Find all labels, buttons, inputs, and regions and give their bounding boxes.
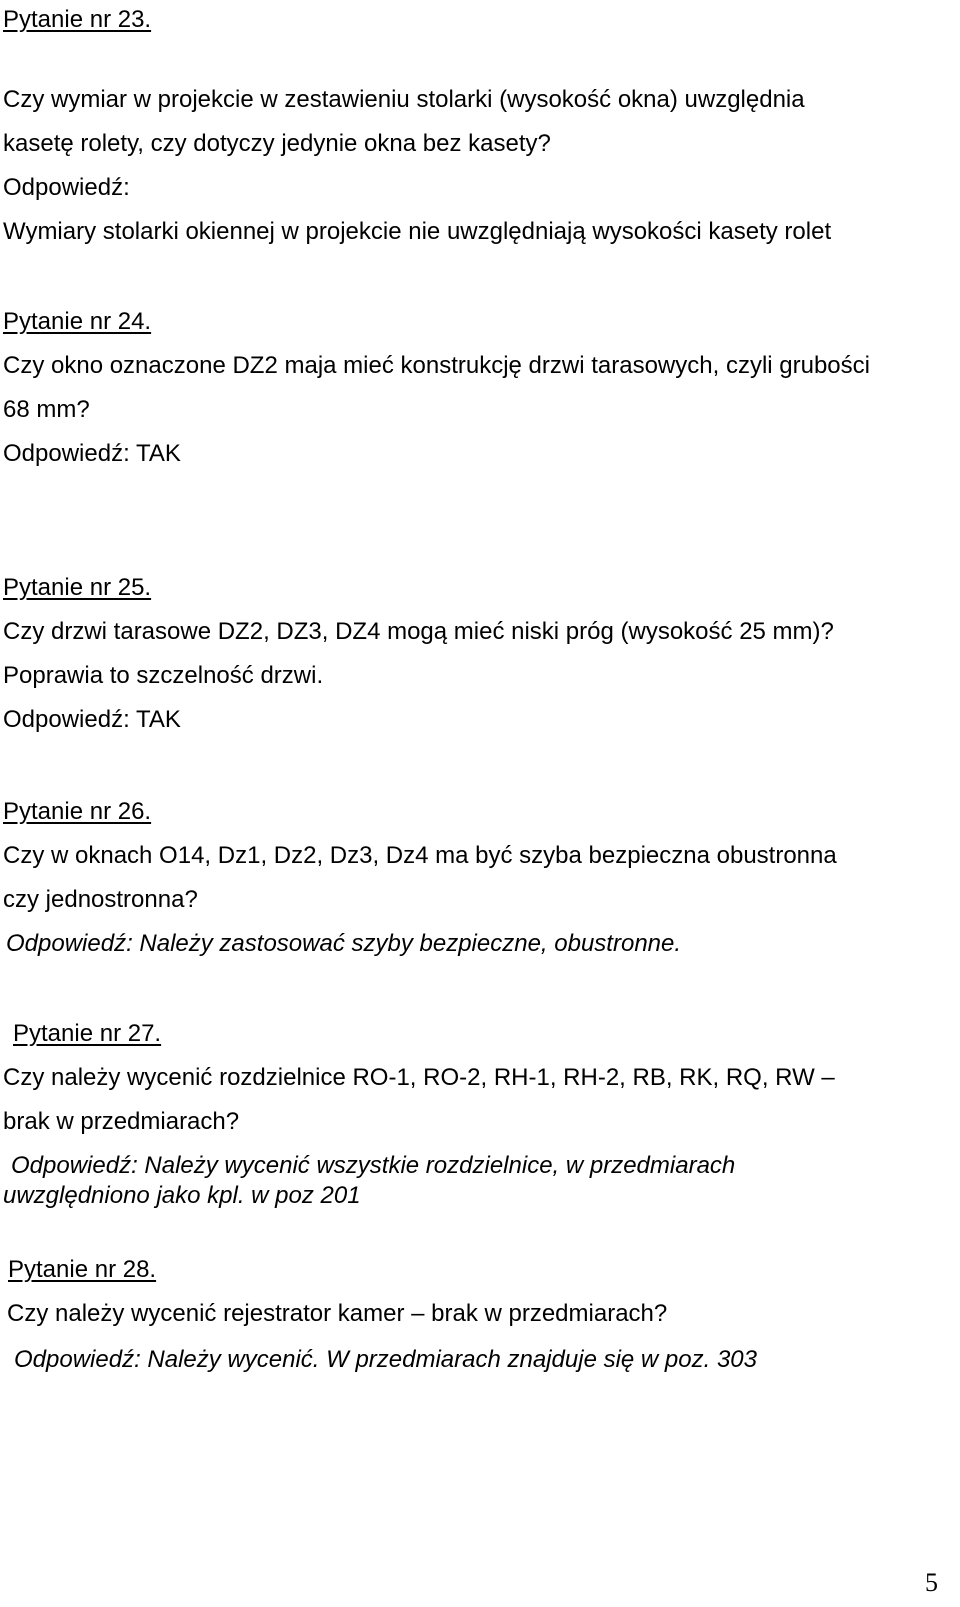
q27-heading: Pytanie nr 27.	[13, 1020, 162, 1047]
q27-answer-line2: uwzględniono jako kpl. w poz 201	[3, 1182, 361, 1209]
q27-answer-line1: Odpowiedź: Należy wycenić wszystkie rozdzielnice, w przedmiarach	[11, 1152, 736, 1179]
q28-question: Czy należy wycenić rejestrator kamer – brak w przedmiarach?	[7, 1300, 668, 1327]
q26-question-line2: czy jednostronna?	[3, 886, 198, 913]
q25-answer: Odpowiedź: TAK	[3, 706, 181, 733]
q27-question-line1: Czy należy wycenić rozdzielnice RO-1, RO-2, RH-1, RH-2, RB, RK, RQ, RW –	[3, 1064, 835, 1091]
q24-heading: Pytanie nr 24.	[3, 308, 152, 335]
q24-question-line2: 68 mm?	[3, 396, 90, 423]
q23-question-line1: Czy wymiar w projekcie w zestawieniu stolarki (wysokość okna) uwzględnia	[3, 86, 805, 113]
page-number: 5	[925, 1568, 938, 1597]
q25-heading: Pytanie nr 25.	[3, 574, 152, 601]
q27-question-line2: brak w przedmiarach?	[3, 1108, 240, 1135]
q23-answer-label: Odpowiedź:	[3, 174, 130, 201]
q24-question-line1: Czy okno oznaczone DZ2 maja mieć konstrukcję drzwi tarasowych, czyli grubości	[3, 352, 870, 379]
q26-heading: Pytanie nr 26.	[3, 798, 152, 825]
q25-question-line1: Czy drzwi tarasowe DZ2, DZ3, DZ4 mogą mieć niski próg (wysokość 25 mm)?	[3, 618, 834, 645]
q28-heading: Pytanie nr 28.	[8, 1256, 157, 1283]
q26-question-line1: Czy w oknach O14, Dz1, Dz2, Dz3, Dz4 ma być szyba bezpieczna obustronna	[3, 842, 837, 869]
q24-answer: Odpowiedź: TAK	[3, 440, 181, 467]
q28-answer: Odpowiedź: Należy wycenić. W przedmiarach znajduje się w poz. 303	[14, 1346, 758, 1373]
q25-question-line2: Poprawia to szczelność drzwi.	[3, 662, 324, 689]
q23-question-line2: kasetę rolety, czy dotyczy jedynie okna bez kasety?	[3, 130, 551, 157]
q23-answer: Wymiary stolarki okiennej w projekcie nie uwzględniają wysokości kasety rolet	[3, 218, 832, 245]
q23-heading: Pytanie nr 23.	[3, 6, 152, 33]
q26-answer: Odpowiedź: Należy zastosować szyby bezpieczne, obustronne.	[6, 930, 682, 957]
